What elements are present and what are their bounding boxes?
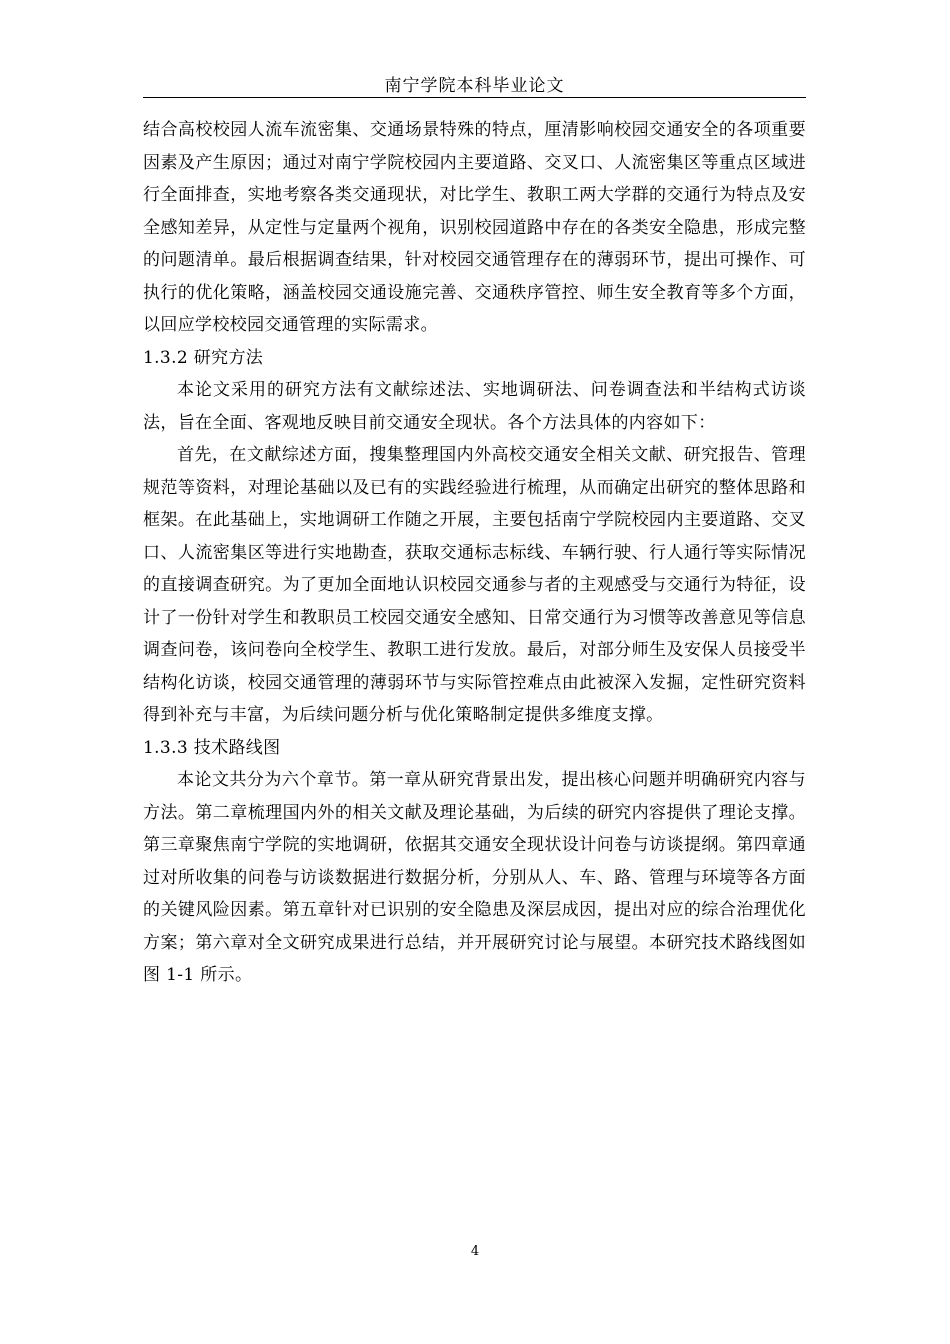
paragraph-continued: 结合高校校园人流车流密集、交通场景特殊的特点，厘清影响校园交通安全的各项重要因素及产生原因；通过对南宁学院校园内主要道路、交叉口、人流密集区等重点区域进行全面排查，实地考察各类交通现状，对比学生、教职工两大学群的交通行为特点及安全感知差异，从定性与定量两个视角，识别校园道路中存在的各类安全隐患，形成完整的问题清单。最后根据调查结果，针对校园交通管理存在的薄弱环节，提出可操作、可执行的优化策略，涵盖校园交通设施完善、交通秩序管控、师生安全教育等多个方面，以回应学校校园交通管理的实际需求。 bbox=[143, 120, 806, 335]
paragraph-roadmap: 本论文共分为六个章节。第一章从研究背景出发，提出核心问题并明确研究内容与方法。第二章梳理国内外的相关文献及理论基础，为后续的研究内容提供了理论支撑。第三章聚焦南宁学院的实地调研，依据其交通安全现状设计问卷与访谈提纲。第四章通过对所收集的问卷与访谈数据进行数据分析，分别从人、车、路、管理与环境等各方面的关键风险因素。第五章针对已识别的安全隐患及深层成因，提出对应的综合治理优化方案；第六章对全文研究成果进行总结，并开展研究讨论与展望。本研究技术路线图如图 1-1 所示。 bbox=[143, 770, 806, 985]
section-heading-1-3-3: 1.3.3 技术路线图 bbox=[143, 737, 281, 758]
section-heading-1-3-2: 1.3.2 研究方法 bbox=[143, 347, 264, 368]
running-header: 南宁学院本科毕业论文 bbox=[384, 76, 565, 96]
paragraph-methods-intro: 本论文采用的研究方法有文献综述法、实地调研法、问卷调查法和半结构式访谈法，旨在全面、客观地反映目前交通安全现状。各个方法具体的内容如下： bbox=[143, 380, 806, 433]
body-text bbox=[143, 114, 806, 992]
paragraph-methods-detail: 首先，在文献综述方面，搜集整理国内外高校交通安全相关文献、研究报告、管理规范等资料，对理论基础以及已有的实践经验进行梳理，从而确定出研究的整体思路和框架。在此基础上，实地调研工作随之开展，主要包括南宁学院校园内主要道路、交叉口、人流密集区等进行实地勘查，获取交通标志标线、车辆行驶、行人通行等实际情况的直接调查研究。为了更加全面地认识校园交通参与者的主观感受与交通行为特征，设计了一份针对学生和教职员工校园交通安全感知、日常交通行为习惯等改善意见等信息调查问卷，该问卷向全校学生、教职工进行发放。最后，对部分师生及安保人员接受半结构化访谈，校园交通管理的薄弱环节与实际管控难点由此被深入发掘，定性研究资料得到补充与丰富，为后续问题分析与优化策略制定提供多维度支撑。 bbox=[143, 445, 806, 725]
page-number: 4 bbox=[470, 1244, 480, 1259]
header-rule bbox=[143, 97, 806, 98]
